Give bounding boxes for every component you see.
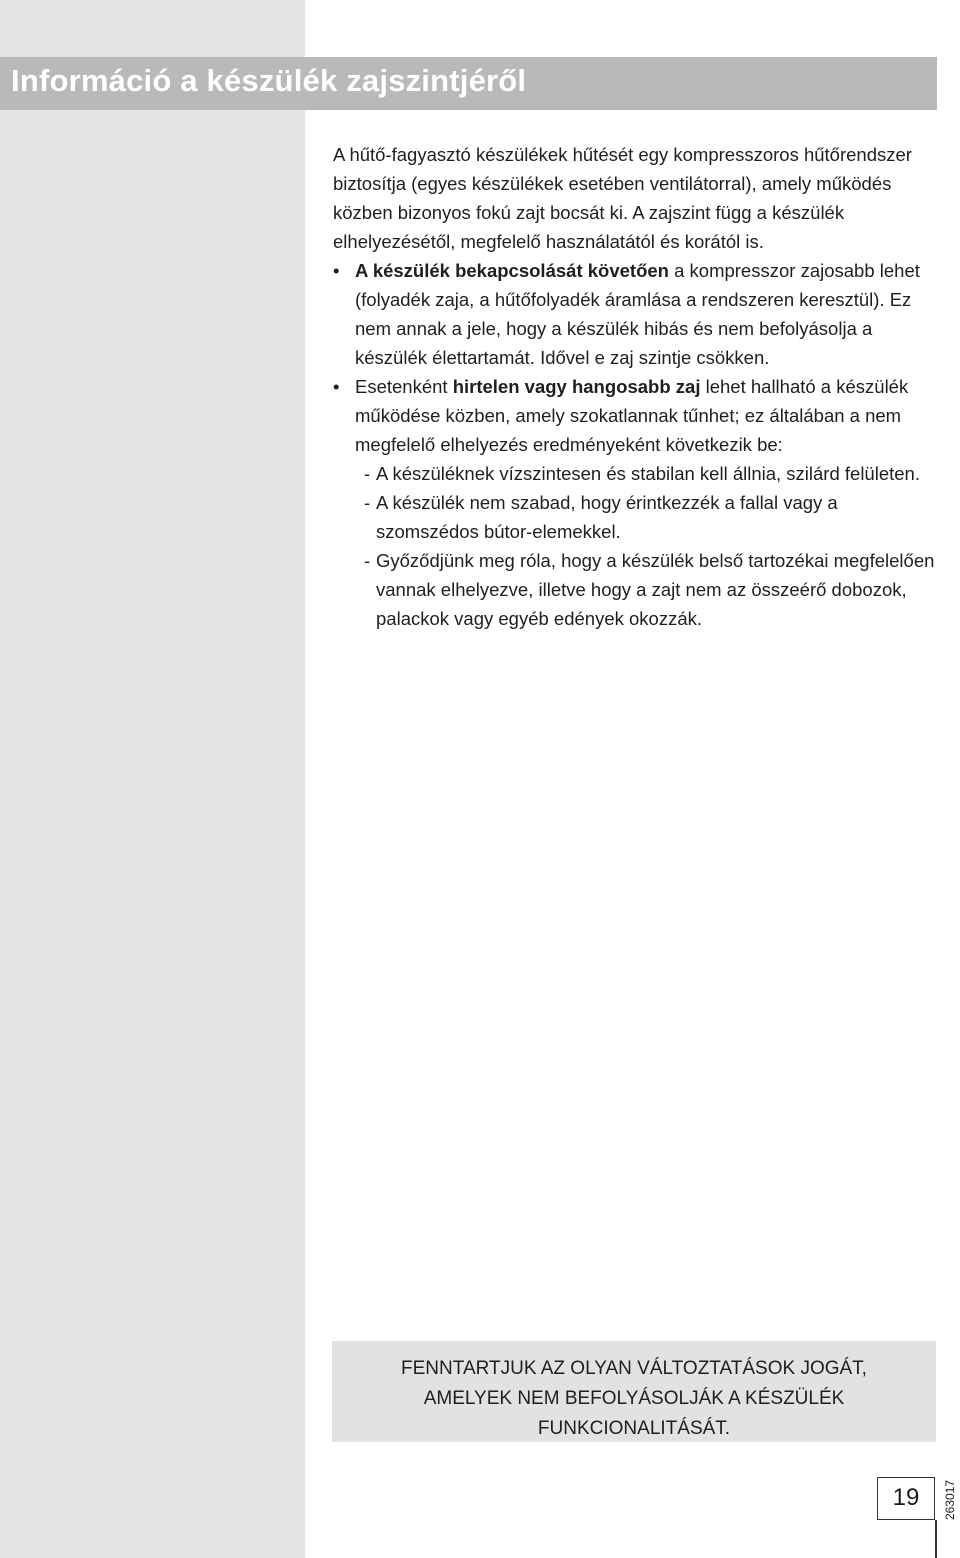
notice-line-1: FENNTARTJUK AZ OLYAN VÁLTOZTATÁSOK JOGÁT, (401, 1358, 867, 1379)
dash-icon: - (364, 492, 371, 513)
sub-item-text: A készüléknek vízszintesen és stabilan kell állnia, szilárd felületen. (376, 463, 920, 484)
bullet-item-startup-noise (333, 256, 943, 372)
rights-notice-box (332, 1341, 936, 1442)
dash-icon: - (364, 550, 371, 571)
page-title: Információ a készülék zajszintjéről (11, 63, 527, 98)
sub-item-wall-contact (333, 488, 943, 546)
document-code (943, 1465, 957, 1535)
title-bar (0, 57, 937, 110)
sub-item-level-placement (333, 459, 943, 488)
bullet-2-text: lehet hallható a készülék működése közben, amely szokatlannak tűnhet; ez általában a nem megfelelő elhelyezés eredményeként következik be: (355, 376, 909, 455)
sub-item-text: A készülék nem szabad, hogy érintkezzék a fallal vagy a szomszédos bútor-elemekkel. (376, 492, 838, 542)
dash-icon: - (364, 463, 371, 484)
main-content (333, 140, 943, 633)
notice-line-2: AMELYEK NEM BEFOLYÁSOLJÁK A KÉSZÜLÉK (423, 1388, 845, 1409)
bullet-2-bold: hirtelen vagy hangosabb zaj (452, 376, 701, 397)
document-code-text: 263017 (943, 1479, 957, 1521)
left-margin-band (0, 0, 305, 1558)
bullet-item-sudden-noise (333, 372, 943, 459)
sub-item-accessories (333, 546, 943, 633)
bullet-1-text: a kompresszor zajosabb lehet (folyadék zaja, a hűtőfolyadék áramlása a rendszeren keresztül). Ez nem annak a jele, hogy a készülék hibás és nem befolyásolja a készülék élettartamát. Idővel e zaj szintje csökken. (355, 260, 920, 368)
page-number: 19 (892, 1484, 920, 1511)
notice-line-3: FUNKCIONALITÁSÁT. (537, 1418, 731, 1439)
bullet-2-pre: Esetenként (355, 376, 453, 397)
page-number-box (877, 1477, 935, 1520)
rights-notice-text (332, 1354, 936, 1444)
sub-item-text: Győződjünk meg róla, hogy a készülék belső tartozékai megfelelően vannak elhelyezve, illetve hogy a zajt nem az összeérő dobozok, palackok vagy egyéb edények okozzák. (376, 550, 935, 629)
bullet-1-bold: A készülék bekapcsolását követően (355, 260, 669, 281)
bullet-icon: • (333, 376, 340, 397)
bullet-icon: • (333, 260, 340, 281)
intro-paragraph: A hűtő-fagyasztó készülékek hűtését egy kompresszoros hűtőrendszer biztosítja (egyes készülékek esetében ventilátorral), amely működés közben bizonyos fokú zajt bocsát ki. A zajszint függ a készülék elhelyezésétől, megfelelő használatától és korától is. (333, 144, 912, 252)
page-number-divider (935, 1520, 937, 1558)
